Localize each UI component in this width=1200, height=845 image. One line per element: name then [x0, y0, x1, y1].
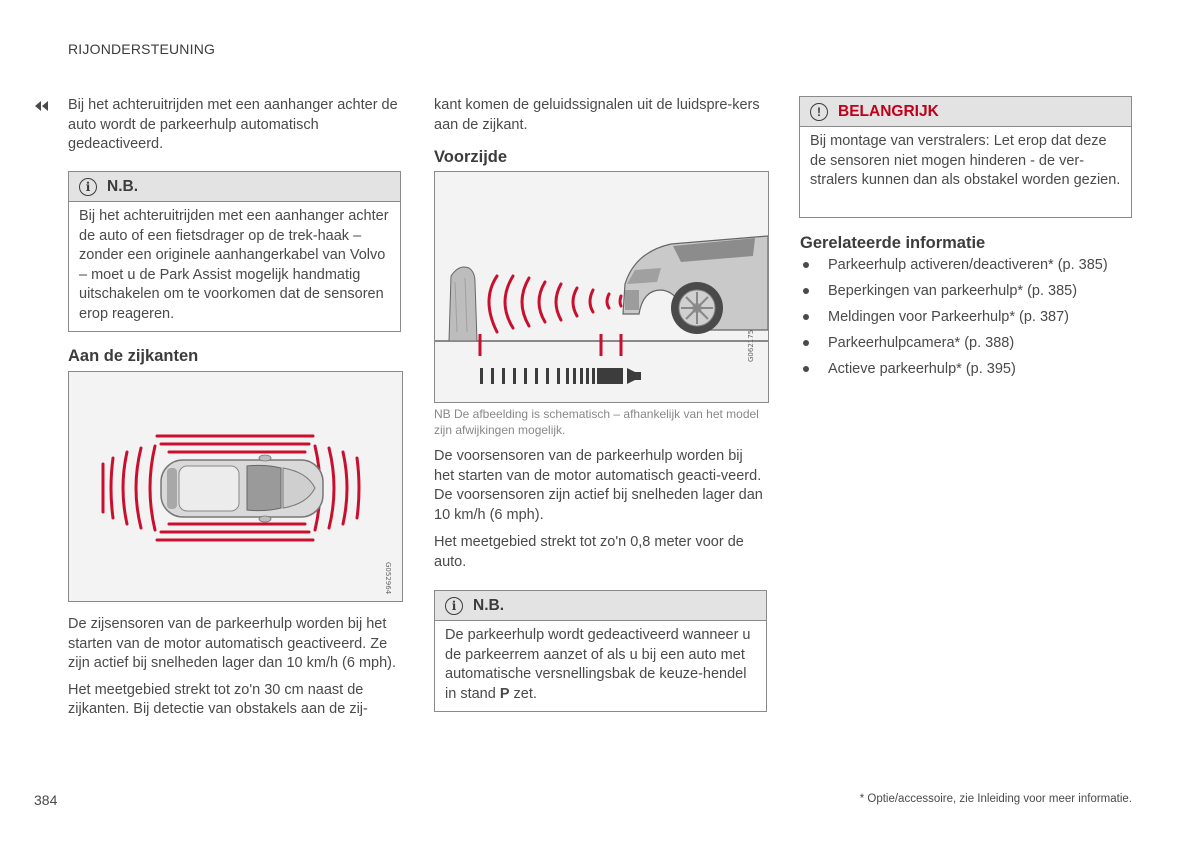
heading-front: Voorzijde	[434, 148, 508, 166]
related-heading: Gerelateerde informatie	[800, 234, 986, 252]
related-link[interactable]: Parkeerhulp activeren/deactiveren* (p. 385)	[800, 252, 1140, 278]
note-text-part: zet.	[509, 685, 537, 702]
note-box-rear	[68, 171, 401, 332]
note-text	[435, 621, 766, 712]
info-icon: i	[445, 597, 463, 615]
intro-paragraph: Bij het achteruitrijden met een aanhanger achter de auto wordt de parkeerhulp automatisch gedeactiveerd.	[68, 97, 398, 152]
side-paragraph-1: De zijsensoren van de parkeerhulp worden bij het starten van de motor automatisch geactiveerd. Ze zijn actief bij snelheden lager dan 10 km/h (6 mph).	[68, 616, 397, 671]
note-text-part: De parkeerhulp wordt gedeactiveerd wanneer u de parkeerrem aanzet of als u bij een auto met automatische versnellingsbak de keuze-hendel in stand	[445, 627, 751, 702]
footnote: * Optie/accessoire, zie Inleiding voor meer informatie.	[859, 793, 1132, 805]
info-icon: i	[79, 178, 97, 196]
note-text: Bij het achteruitrijden met een aanhanger achter de auto of een fietsdrager op de trek-haak – zonder een originele aanhangerkabel van Volvo – moet u de Park Assist mogelijk handmatig uitschakelen om te voorkomen dat de sensoren erop reageren.	[79, 208, 389, 322]
important-text: Bij montage van verstralers: Let erop dat deze de sensoren niet mogen hinderen - de ver-stralers kunnen dan als obstakel worden gezien.	[810, 133, 1121, 188]
front-paragraph-1: De voorsensoren van de parkeerhulp worden bij het starten van de motor automatisch geacti-veerd. De voorsensoren zijn actief bij snelheden lager dan 10 km/h (6 mph).	[434, 448, 763, 523]
note-box-parkbrake	[434, 590, 767, 712]
note-title: N.B.	[107, 177, 138, 195]
section-title: RIJONDERSTEUNING	[68, 41, 216, 57]
important-box	[799, 96, 1132, 218]
front-sensor-figure	[434, 171, 769, 403]
front-sensor-illustration	[435, 172, 768, 402]
car-top-view	[161, 455, 323, 522]
figure-caption: NB De afbeelding is schematisch – afhankelijk van het model zijn afwijkingen mogelijk.	[434, 407, 759, 437]
related-list	[800, 252, 1140, 382]
side-sensor-figure	[68, 371, 403, 602]
note-header	[435, 591, 766, 621]
side-paragraph-2: Het meetgebied strekt tot zo'n 30 cm naast de zijkanten. Bij detectie van obstakels aan de zij-	[68, 681, 368, 717]
figure-code: G052964	[384, 562, 392, 595]
heading-side: Aan de zijkanten	[68, 347, 199, 365]
related-link[interactable]: Parkeerhulpcamera* (p. 388)	[800, 330, 1140, 356]
note-header	[69, 172, 400, 202]
continued-paragraph: kant komen de geluidssignalen uit de luidspre-kers aan de zijkant.	[434, 97, 760, 133]
related-link[interactable]: Beperkingen van parkeerhulp* (p. 385)	[800, 278, 1140, 304]
front-paragraph-2: Het meetgebied strekt tot zo'n 0,8 meter voor de auto.	[434, 534, 744, 570]
side-sensor-illustration	[69, 372, 402, 601]
double-left-arrow-icon[interactable]	[34, 99, 50, 117]
figure-code: G062175	[747, 329, 755, 362]
important-title: BELANGRIJK	[838, 102, 939, 120]
gear-position-p: P	[499, 685, 510, 702]
important-header	[800, 97, 1131, 127]
related-link[interactable]: Actieve parkeerhulp* (p. 395)	[800, 356, 1140, 382]
note-title: N.B.	[473, 596, 504, 614]
bollard	[449, 267, 477, 341]
exclamation-icon: !	[810, 103, 828, 121]
page-number: 384	[34, 792, 58, 808]
related-link[interactable]: Meldingen voor Parkeerhulp* (p. 387)	[800, 304, 1140, 330]
